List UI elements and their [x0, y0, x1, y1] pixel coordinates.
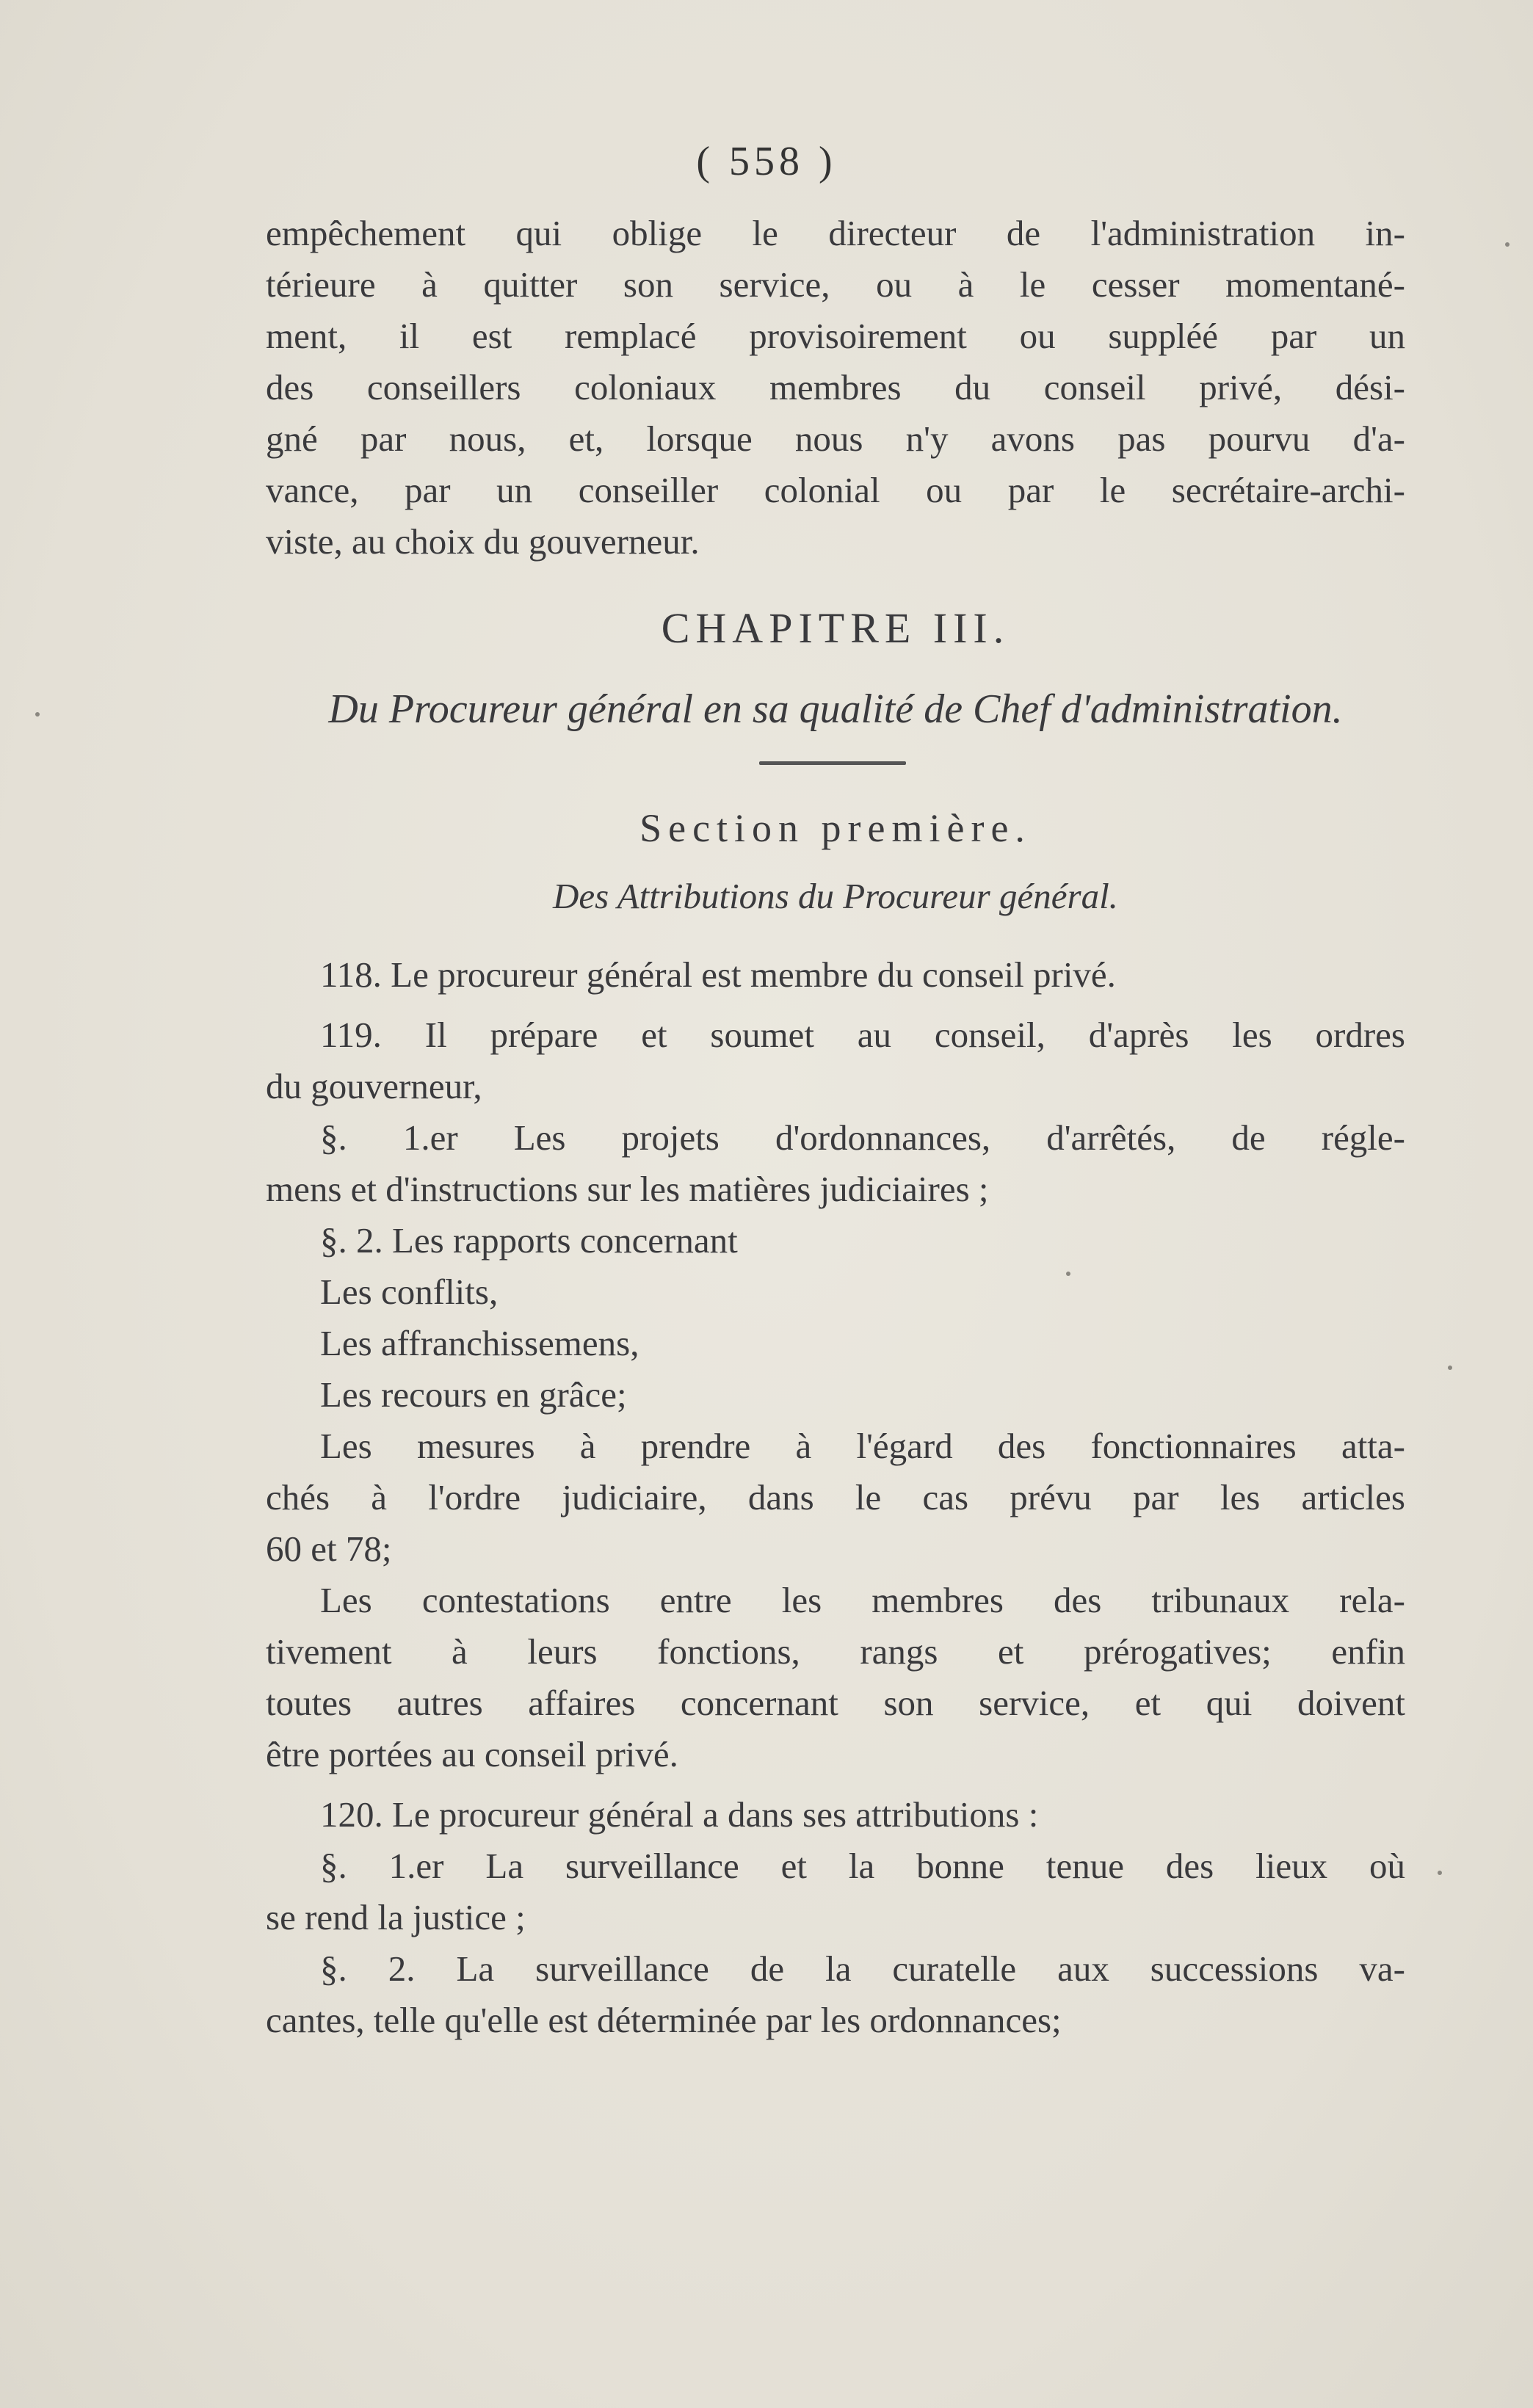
article-118: 118. Le procureur général est membre du conseil privé.: [320, 954, 1116, 995]
mesures-line: 60 et 78;: [266, 1528, 392, 1569]
article-119-s1-line: §. 1.er Les projets d'ordonnances, d'arrêtés, de régle-: [320, 1117, 1405, 1158]
mesures-line: chés à l'ordre judiciaire, dans le cas prévu par les articles: [266, 1477, 1405, 1517]
article-120-s1-line: §. 1.er La surveillance et la bonne tenue des lieux où: [320, 1846, 1405, 1886]
article-120-s2-line: §. 2. La surveillance de la curatelle aux successions va-: [320, 1948, 1405, 1989]
paper-speck: [1448, 1366, 1452, 1370]
paragraph-line: viste, au choix du gouverneur.: [266, 521, 700, 562]
list-item: Les conflits,: [320, 1272, 499, 1312]
section-title: [266, 802, 1405, 855]
contestations-line: Les contestations entre les membres des tribunaux rela-: [320, 1580, 1405, 1620]
paper-speck: [35, 712, 40, 717]
article-120-s1-line: se rend la justice ;: [266, 1897, 526, 1937]
article-120-s2-line: cantes, telle qu'elle est déterminée par les ordonnances;: [266, 2000, 1062, 2040]
article-119-s1-line: mens et d'instructions sur les matières judiciaires ;: [266, 1169, 989, 1209]
article-119-line: du gouverneur,: [266, 1066, 482, 1106]
article-119-s2: §. 2. Les rapports concernant: [320, 1220, 738, 1261]
paper-speck: [1505, 242, 1510, 247]
chapter-subtitle: Du Procureur général en sa qualité de Chef d'administration.: [328, 686, 1343, 732]
page-number: ( 558 ): [696, 139, 837, 184]
paragraph-line: des conseillers coloniaux membres du conseil privé, dési-: [266, 367, 1405, 407]
section-subtitle: Des Attributions du Procureur général.: [553, 876, 1118, 916]
section-title-text: Section première.: [639, 806, 1032, 850]
chapter-title: CHAPITRE III.: [661, 604, 1010, 652]
article-119-line: 119. Il prépare et soumet au conseil, d'après les ordres: [320, 1015, 1405, 1055]
contestations-line: toutes autres affaires concernant son service, et qui doivent: [266, 1683, 1405, 1723]
paragraph-line: vance, par un conseiller colonial ou par le secrétaire-archi-: [266, 470, 1405, 510]
paper-speck: [1066, 1272, 1070, 1276]
contestations-line: tivement à leurs fonctions, rangs et prérogatives; enfin: [266, 1631, 1405, 1672]
list-item: Les recours en grâce;: [320, 1374, 627, 1415]
paragraph-line: térieure à quitter son service, ou à le cesser momentané-: [266, 264, 1405, 305]
mesures-line: Les mesures à prendre à l'égard des fonctionnaires atta-: [320, 1426, 1405, 1466]
article-120: 120. Le procureur général a dans ses attributions :: [320, 1794, 1039, 1835]
list-item: Les affranchissemens,: [320, 1323, 639, 1363]
decorative-rule: [759, 761, 906, 765]
paragraph-line: ment, il est remplacé provisoirement ou suppléé par un: [266, 316, 1405, 356]
paragraph-line: empêchement qui oblige le directeur de l'administration in-: [266, 213, 1405, 253]
contestations-line: être portées au conseil privé.: [266, 1734, 678, 1774]
paper-speck: [1438, 1871, 1442, 1875]
paragraph-line: gné par nous, et, lorsque nous n'y avons pas pourvu d'a-: [266, 418, 1405, 459]
